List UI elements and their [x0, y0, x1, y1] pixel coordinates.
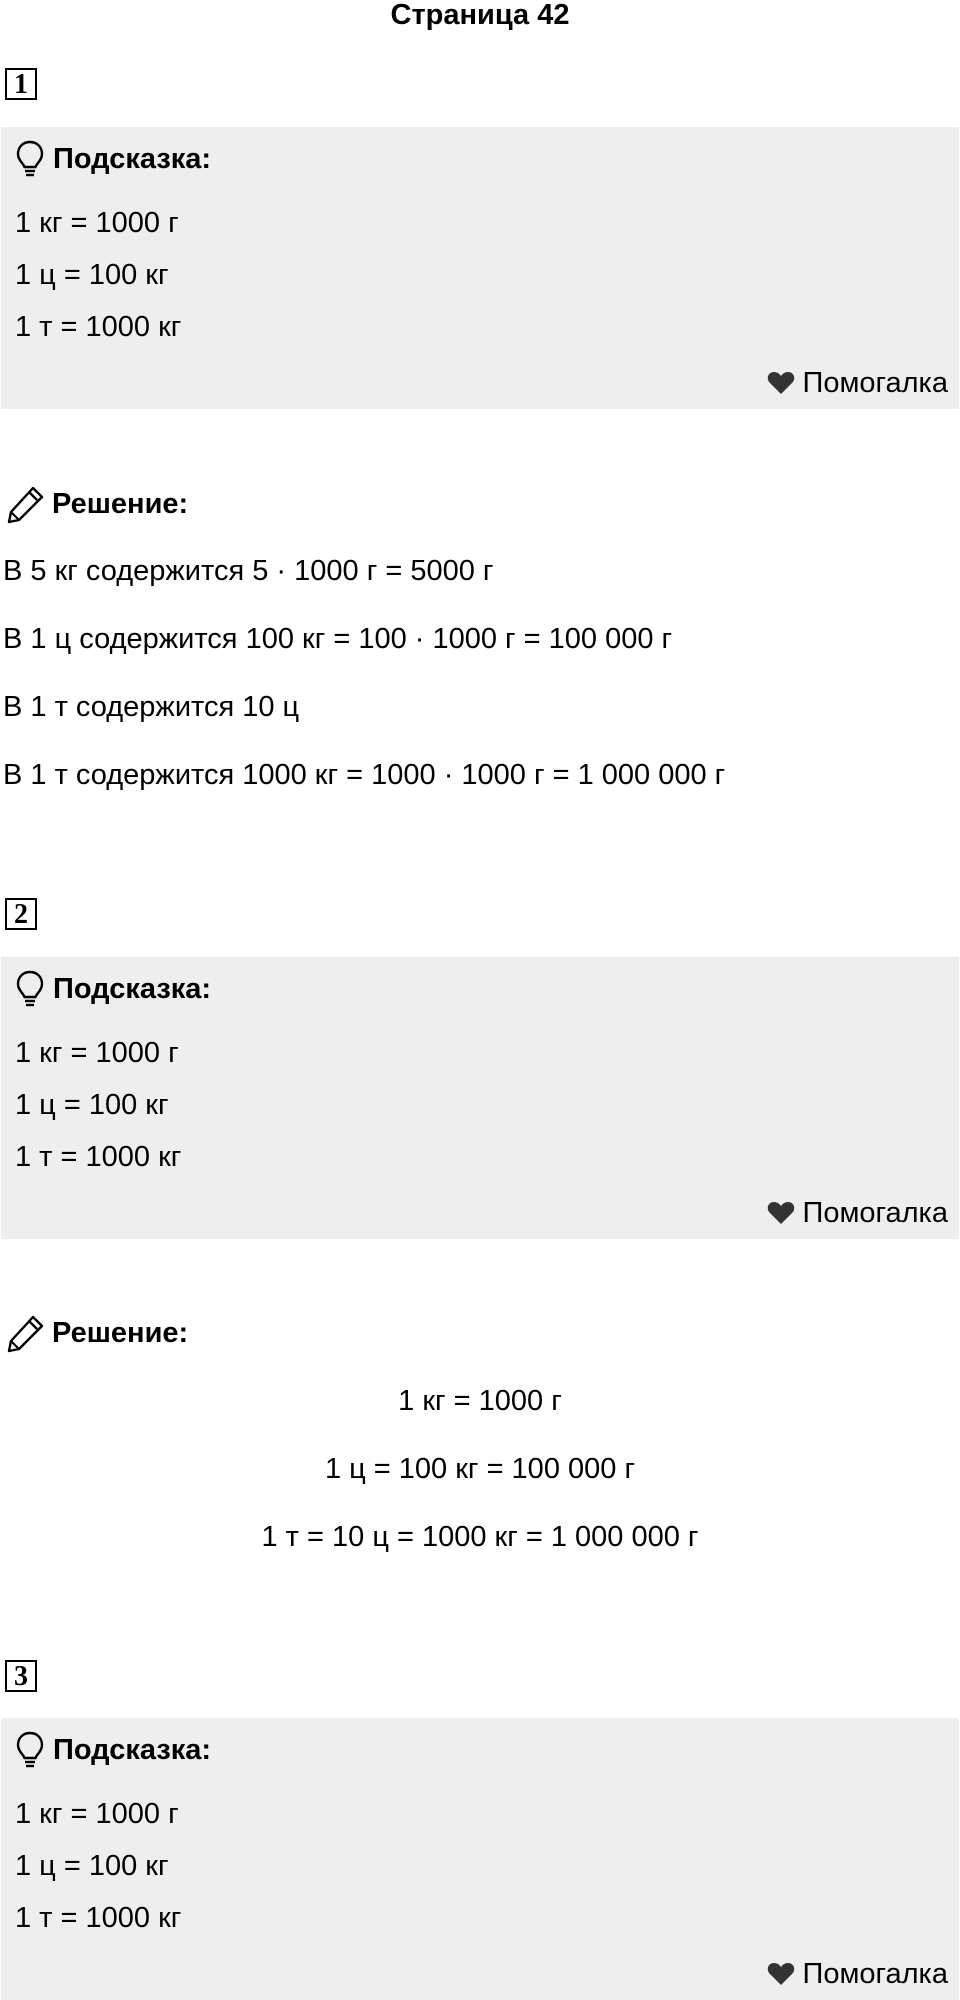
- solution-line: В 5 кг содержится 5 · 1000 г = 5000 г: [3, 555, 494, 587]
- solution-header: [6, 1311, 188, 1355]
- hint-header: [15, 137, 211, 181]
- brand-link[interactable]: [767, 365, 948, 401]
- brand-label: Помогалка: [802, 366, 948, 399]
- hint-title: Подсказка:: [53, 142, 212, 175]
- pencil-icon: [6, 484, 46, 524]
- lightbulb-icon: [15, 970, 45, 1008]
- hint-line: 1 кг = 1000 г: [15, 207, 179, 239]
- hint-header: [15, 1728, 211, 1772]
- hint-line: 1 ц = 100 кг: [15, 259, 169, 291]
- solution-line: 1 кг = 1000 г: [398, 1385, 562, 1417]
- hint-line: 1 т = 1000 кг: [15, 1141, 182, 1173]
- hint-box-3: [1, 1718, 959, 2000]
- hint-title: Подсказка:: [53, 1733, 212, 1766]
- pencil-icon: [6, 1313, 46, 1353]
- solution-line: 1 ц = 100 кг = 100 000 г: [324, 1453, 636, 1485]
- hint-title: Подсказка:: [53, 972, 212, 1005]
- hint-box-2: [1, 957, 959, 1239]
- hint-line: 1 т = 1000 кг: [15, 311, 182, 343]
- page-title: Страница 42: [390, 0, 570, 31]
- hint-header: [15, 967, 211, 1011]
- hint-line: 1 кг = 1000 г: [15, 1798, 179, 1830]
- task-number-3: 3: [5, 1660, 37, 1692]
- hint-line: 1 ц = 100 кг: [15, 1850, 169, 1882]
- lightbulb-icon: [15, 1731, 45, 1769]
- heart-icon: [767, 1962, 803, 1986]
- solution-line: В 1 ц содержится 100 кг = 100 · 1000 г = 100 000 г: [3, 623, 673, 655]
- brand-label: Помогалка: [802, 1196, 948, 1229]
- solution-title: Решение:: [52, 487, 189, 520]
- hint-line: 1 ц = 100 кг: [15, 1089, 169, 1121]
- hint-line: 1 кг = 1000 г: [15, 1037, 179, 1069]
- brand-link[interactable]: [767, 1195, 948, 1231]
- hint-line: 1 т = 1000 кг: [15, 1902, 182, 1934]
- solution-title: Решение:: [52, 1316, 189, 1349]
- solution-line: В 1 т содержится 1000 кг = 1000 · 1000 г = 1 000 000 г: [3, 759, 726, 791]
- solution-line: В 1 т содержится 10 ц: [3, 691, 300, 723]
- solution-line: 1 т = 10 ц = 1000 кг = 1 000 000 г: [261, 1521, 699, 1553]
- heart-icon: [767, 1201, 803, 1225]
- brand-label: Помогалка: [802, 1957, 948, 1990]
- lightbulb-icon: [15, 140, 45, 178]
- task-number-2: 2: [5, 898, 37, 930]
- heart-icon: [767, 371, 803, 395]
- solution-header: [6, 482, 188, 526]
- task-number-1: 1: [5, 68, 37, 100]
- brand-link[interactable]: [767, 1956, 948, 1992]
- hint-box-1: [1, 127, 959, 409]
